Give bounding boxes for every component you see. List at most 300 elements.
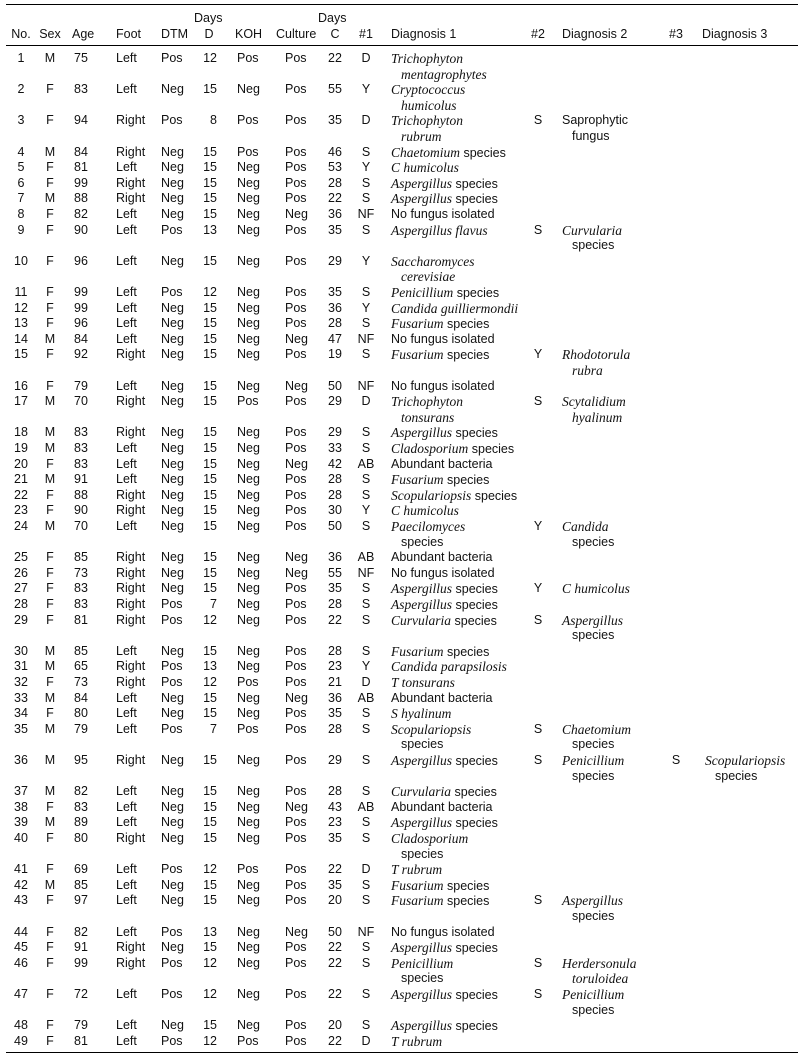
cell-cul: Neg bbox=[285, 690, 308, 705]
cell-no: 29 bbox=[14, 612, 28, 627]
cell-sex: F bbox=[46, 831, 54, 845]
cell-d1-line bbox=[391, 425, 498, 442]
diagnosis-text: species bbox=[572, 1002, 615, 1017]
cell-no: 30 bbox=[14, 643, 28, 658]
cell-no: 2 bbox=[17, 82, 25, 97]
cell-p2: S bbox=[533, 955, 543, 970]
cell-d3-line bbox=[705, 753, 785, 770]
cell-koh: Pos bbox=[237, 394, 259, 409]
taxon-name: Scytalidium bbox=[562, 394, 626, 410]
cell-p1: S bbox=[361, 643, 371, 658]
cell-koh: Pos bbox=[237, 675, 259, 689]
cell-p1: S bbox=[361, 441, 371, 455]
cell-sex: F bbox=[46, 175, 54, 190]
cell-foot: Left bbox=[116, 300, 137, 315]
cell-p2: S bbox=[533, 394, 543, 409]
cell-p1: S bbox=[361, 316, 371, 331]
taxon-name: Penicillium bbox=[562, 987, 625, 1002]
cell-koh: Pos bbox=[237, 862, 259, 877]
cell-dtm: Pos bbox=[161, 597, 183, 611]
cell-d: 8 bbox=[210, 113, 217, 128]
cell-cul: Pos bbox=[285, 394, 307, 409]
cell-koh: Neg bbox=[237, 550, 260, 565]
cell-koh: Pos bbox=[237, 721, 259, 736]
cell-p1: D bbox=[361, 675, 371, 689]
cell-d1-line bbox=[391, 160, 459, 177]
cell-p1: Y bbox=[361, 503, 371, 518]
cell-no: 20 bbox=[14, 456, 28, 471]
cell-koh: Neg bbox=[237, 331, 260, 346]
cell-koh: Neg bbox=[237, 690, 260, 705]
cell-cul: Pos bbox=[285, 784, 307, 799]
cell-d1-line bbox=[391, 410, 454, 427]
cell-sex: M bbox=[44, 877, 56, 892]
cell-d1-line bbox=[391, 956, 453, 973]
cell-cul: Neg bbox=[285, 456, 308, 471]
cell-no: 48 bbox=[14, 1018, 28, 1033]
cell-no: 46 bbox=[14, 955, 28, 970]
cell-d1-line bbox=[391, 98, 457, 115]
cell-dtm: Pos bbox=[161, 113, 183, 128]
taxon-name: Penicillium bbox=[562, 753, 625, 768]
diagnosis-text: species bbox=[451, 785, 497, 800]
cell-cul: Neg bbox=[285, 331, 308, 346]
cell-no: 42 bbox=[14, 877, 28, 892]
cell-d1-line bbox=[391, 457, 492, 473]
cell-dtm: Pos bbox=[161, 285, 183, 299]
cell-dtm: Neg bbox=[161, 331, 184, 346]
cell-d1-line bbox=[391, 847, 443, 863]
cell-d1-line bbox=[391, 566, 495, 582]
cell-d1-line bbox=[391, 581, 498, 598]
cell-d1-line bbox=[391, 254, 474, 271]
cell-d1-line bbox=[391, 535, 443, 551]
cell-c: 28 bbox=[328, 721, 342, 736]
cell-d1-line bbox=[391, 644, 489, 661]
cell-dtm: Pos bbox=[161, 955, 183, 970]
col-header-result-1: #1 bbox=[359, 27, 373, 41]
cell-foot: Left bbox=[116, 877, 137, 892]
cell-p1: D bbox=[361, 862, 371, 877]
cell-sex: M bbox=[44, 659, 56, 674]
cell-cul: Pos bbox=[285, 285, 307, 299]
cell-cul: Pos bbox=[285, 753, 307, 767]
diagnosis-text: fungus bbox=[572, 129, 610, 143]
cell-no: 1 bbox=[17, 51, 25, 65]
taxon-name: Fusarium bbox=[391, 472, 444, 488]
cell-d2-line bbox=[562, 971, 628, 988]
cell-foot: Left bbox=[116, 331, 137, 346]
taxon-name: Fusarium bbox=[391, 893, 444, 909]
cell-age: 90 bbox=[74, 222, 88, 237]
cell-d1-line bbox=[391, 893, 489, 910]
cell-dtm: Neg bbox=[161, 472, 184, 487]
cell-dtm: Neg bbox=[161, 581, 184, 596]
cell-d1-line bbox=[391, 129, 442, 146]
cell-d1-line bbox=[391, 176, 498, 193]
cell-foot: Left bbox=[116, 456, 137, 471]
col-header-days-culture: Days bbox=[318, 11, 347, 25]
cell-no: 47 bbox=[14, 987, 28, 1001]
cell-foot: Right bbox=[116, 487, 146, 502]
cell-no: 41 bbox=[14, 862, 28, 877]
cell-age: 85 bbox=[74, 550, 88, 565]
cell-c: 35 bbox=[328, 285, 342, 299]
col-header-diagnosis-3: Diagnosis 3 bbox=[702, 27, 768, 41]
cell-age: 88 bbox=[74, 487, 88, 502]
cell-d1-line bbox=[391, 925, 495, 941]
cell-age: 73 bbox=[74, 675, 88, 689]
cell-foot: Right bbox=[116, 612, 146, 627]
cell-koh: Pos bbox=[237, 1033, 259, 1048]
cell-age: 90 bbox=[74, 503, 88, 518]
cell-cul: Pos bbox=[285, 222, 307, 237]
cell-cul: Pos bbox=[285, 581, 307, 596]
cell-foot: Right bbox=[116, 394, 146, 409]
cell-dtm: Neg bbox=[161, 831, 184, 845]
cell-d1-line bbox=[391, 1018, 498, 1035]
cell-p2: Y bbox=[533, 519, 543, 533]
cell-dtm: Neg bbox=[161, 82, 184, 97]
cell-c: 35 bbox=[328, 581, 342, 596]
taxon-name: Herdersonula bbox=[562, 955, 637, 971]
cell-koh: Neg bbox=[237, 191, 260, 206]
cell-d: 13 bbox=[203, 659, 217, 674]
cell-d2-line bbox=[562, 893, 623, 910]
cell-koh: Neg bbox=[237, 503, 260, 518]
cell-c: 19 bbox=[328, 347, 342, 362]
cell-c: 36 bbox=[328, 550, 342, 565]
cell-d: 13 bbox=[203, 222, 217, 237]
cell-d: 15 bbox=[203, 347, 217, 362]
cell-c: 30 bbox=[328, 503, 342, 518]
cell-no: 19 bbox=[14, 441, 28, 455]
cell-koh: Neg bbox=[237, 347, 260, 362]
cell-c: 22 bbox=[328, 612, 342, 627]
cell-d: 15 bbox=[203, 394, 217, 409]
cell-sex: M bbox=[44, 784, 56, 799]
cell-age: 80 bbox=[74, 706, 88, 721]
cell-dtm: Neg bbox=[161, 456, 184, 471]
cell-dtm: Neg bbox=[161, 300, 184, 315]
cell-foot: Right bbox=[116, 581, 146, 596]
cell-age: 84 bbox=[74, 690, 88, 705]
cell-age: 73 bbox=[74, 565, 88, 580]
cell-no: 36 bbox=[14, 753, 28, 767]
cell-sex: F bbox=[46, 924, 54, 939]
cell-cul: Neg bbox=[285, 565, 308, 580]
cell-cul: Pos bbox=[285, 877, 307, 892]
cell-age: 83 bbox=[74, 425, 88, 440]
cell-koh: Neg bbox=[237, 940, 260, 955]
cell-c: 28 bbox=[328, 175, 342, 190]
cell-p2: S bbox=[533, 612, 543, 627]
cell-no: 23 bbox=[14, 503, 28, 518]
cell-p2: S bbox=[533, 222, 543, 237]
cell-foot: Left bbox=[116, 690, 137, 705]
cell-dtm: Pos bbox=[161, 1033, 183, 1048]
diagnosis-text: species bbox=[452, 816, 498, 831]
cell-sex: M bbox=[44, 144, 56, 159]
cell-d: 12 bbox=[203, 51, 217, 65]
diagnosis-text: species bbox=[453, 286, 500, 300]
cell-c: 29 bbox=[328, 394, 342, 409]
cell-d1-line bbox=[391, 394, 463, 411]
cell-c: 22 bbox=[328, 191, 342, 206]
cell-sex: F bbox=[46, 487, 54, 502]
taxon-name: Aspergillus bbox=[562, 893, 624, 909]
diagnosis-text: species bbox=[452, 598, 498, 612]
taxon-name: Scopulariopsis bbox=[705, 753, 786, 768]
diagnosis-text: species bbox=[471, 488, 518, 503]
diagnosis-text: No fungus isolated bbox=[391, 207, 495, 221]
cell-age: 92 bbox=[74, 347, 88, 362]
diagnosis-text: Abundant bacteria bbox=[391, 799, 493, 814]
cell-d1-line bbox=[391, 347, 489, 364]
cell-c: 21 bbox=[328, 675, 342, 689]
cell-cul: Pos bbox=[285, 1018, 307, 1033]
cell-p1: NF bbox=[357, 565, 375, 580]
cell-c: 50 bbox=[328, 924, 342, 939]
cell-sex: F bbox=[46, 550, 54, 565]
taxon-name: Fusarium bbox=[391, 347, 444, 363]
cell-d1-line bbox=[391, 379, 495, 395]
cell-p2: S bbox=[533, 893, 543, 908]
cell-sex: M bbox=[44, 425, 56, 440]
cell-age: 82 bbox=[74, 207, 88, 221]
cell-p1: S bbox=[361, 191, 371, 206]
cell-d2-line bbox=[562, 113, 628, 129]
cell-d: 15 bbox=[203, 706, 217, 721]
cell-d2-line bbox=[562, 613, 623, 630]
cell-d1-line bbox=[391, 550, 492, 566]
cell-d1-line bbox=[391, 301, 518, 318]
cell-d3-line bbox=[705, 769, 757, 785]
diagnosis-text: species bbox=[452, 582, 498, 597]
cell-d1-line bbox=[391, 675, 455, 692]
diagnosis-text: species bbox=[401, 534, 444, 549]
taxon-name: Aspergillus bbox=[391, 597, 453, 612]
cell-d: 12 bbox=[203, 285, 217, 299]
cell-foot: Left bbox=[116, 222, 137, 237]
cell-foot: Right bbox=[116, 347, 146, 362]
col-header-koh: KOH bbox=[235, 27, 263, 41]
cell-foot: Right bbox=[116, 675, 146, 689]
diagnosis-text: species bbox=[572, 909, 615, 923]
taxon-name: Curvularia bbox=[391, 784, 452, 800]
cell-sex: F bbox=[46, 955, 54, 970]
taxon-name: tonsurans bbox=[401, 409, 455, 425]
cell-age: 99 bbox=[74, 955, 88, 970]
cell-cul: Pos bbox=[285, 893, 307, 908]
cell-p1: AB bbox=[357, 690, 375, 705]
cell-d1-line bbox=[391, 316, 489, 333]
taxon-name: C humicolus bbox=[562, 581, 630, 597]
cell-d1-line bbox=[391, 987, 498, 1004]
taxon-name: toruloidea bbox=[572, 971, 629, 987]
cell-koh: Neg bbox=[237, 316, 260, 331]
cell-d: 15 bbox=[203, 378, 217, 393]
cell-foot: Left bbox=[116, 721, 137, 736]
cell-c: 29 bbox=[328, 425, 342, 440]
col-header-foot: Foot bbox=[116, 27, 142, 41]
cell-foot: Left bbox=[116, 862, 137, 877]
cell-age: 99 bbox=[74, 175, 88, 190]
cell-d1-line bbox=[391, 691, 492, 707]
cell-foot: Right bbox=[116, 753, 146, 767]
cell-cul: Pos bbox=[285, 659, 307, 674]
cell-c: 22 bbox=[328, 955, 342, 970]
diagnosis-text: species bbox=[443, 644, 490, 659]
cell-d: 15 bbox=[203, 425, 217, 440]
cell-koh: Neg bbox=[237, 472, 260, 487]
cell-no: 5 bbox=[17, 160, 25, 175]
cell-p1: AB bbox=[357, 456, 375, 471]
diagnosis-text: species bbox=[401, 971, 444, 986]
cell-age: 65 bbox=[74, 659, 88, 674]
cell-cul: Neg bbox=[285, 207, 308, 221]
cell-p1: S bbox=[361, 222, 371, 237]
cell-foot: Left bbox=[116, 253, 137, 268]
cell-no: 44 bbox=[14, 924, 28, 939]
cell-sex: F bbox=[46, 316, 54, 331]
cell-d: 15 bbox=[203, 300, 217, 315]
cell-dtm: Pos bbox=[161, 51, 183, 65]
cell-no: 16 bbox=[14, 378, 28, 393]
cell-p1: AB bbox=[357, 550, 375, 565]
cell-foot: Left bbox=[116, 893, 137, 908]
cell-p1: S bbox=[361, 472, 371, 487]
cell-age: 83 bbox=[74, 82, 88, 97]
cell-d: 15 bbox=[203, 331, 217, 346]
cell-p1: S bbox=[361, 955, 371, 970]
col-header-result-3: #3 bbox=[669, 27, 683, 41]
cell-sex: F bbox=[46, 612, 54, 627]
cell-foot: Left bbox=[116, 472, 137, 487]
cell-p2: S bbox=[533, 753, 543, 767]
cell-c: 42 bbox=[328, 456, 342, 471]
cell-sex: F bbox=[46, 565, 54, 580]
cell-c: 36 bbox=[328, 690, 342, 705]
taxon-name: Chaetomium bbox=[391, 144, 460, 160]
diagnosis-text: species bbox=[572, 534, 615, 549]
cell-no: 33 bbox=[14, 690, 28, 705]
taxon-name: Aspergillus bbox=[391, 940, 453, 956]
cell-age: 82 bbox=[74, 784, 88, 799]
taxon-name: T rubrum bbox=[391, 1033, 443, 1049]
cell-d1-line bbox=[391, 472, 489, 489]
cell-d: 12 bbox=[203, 955, 217, 970]
cell-koh: Neg bbox=[237, 784, 260, 799]
cell-dtm: Neg bbox=[161, 487, 184, 502]
taxon-name: Chaetomium bbox=[562, 721, 631, 737]
cell-c: 47 bbox=[328, 331, 342, 346]
cell-d1-line bbox=[391, 223, 488, 240]
cell-d: 15 bbox=[203, 503, 217, 518]
diagnosis-text: species bbox=[468, 442, 515, 456]
cell-c: 28 bbox=[328, 784, 342, 799]
cell-p3: S bbox=[671, 753, 681, 767]
cell-cul: Pos bbox=[285, 940, 307, 955]
cell-d2-line bbox=[562, 737, 614, 753]
cell-no: 38 bbox=[14, 799, 28, 814]
cell-koh: Neg bbox=[237, 425, 260, 440]
cell-foot: Left bbox=[116, 643, 137, 658]
cell-c: 23 bbox=[328, 815, 342, 830]
cell-dtm: Neg bbox=[161, 519, 184, 533]
cell-dtm: Pos bbox=[161, 659, 183, 674]
cell-d1-line bbox=[391, 737, 443, 753]
cell-sex: F bbox=[46, 456, 54, 471]
cell-dtm: Pos bbox=[161, 612, 183, 627]
cell-koh: Pos bbox=[237, 51, 259, 65]
cell-no: 39 bbox=[14, 815, 28, 830]
cell-cul: Pos bbox=[285, 862, 307, 877]
diagnosis-text: Saprophytic bbox=[562, 113, 629, 128]
cell-dtm: Neg bbox=[161, 394, 184, 409]
cell-d2-line bbox=[562, 722, 631, 739]
cell-d1-line bbox=[391, 67, 487, 84]
cell-no: 24 bbox=[14, 519, 28, 533]
cell-d: 15 bbox=[203, 519, 217, 533]
cell-p1: S bbox=[361, 940, 371, 955]
cell-p1: S bbox=[361, 784, 371, 799]
cell-d1-line bbox=[391, 597, 498, 614]
cell-dtm: Pos bbox=[161, 924, 183, 939]
cell-d1-line bbox=[391, 659, 507, 676]
cell-d2-line bbox=[562, 987, 624, 1004]
cell-p2: Y bbox=[533, 347, 543, 362]
cell-d2-line bbox=[562, 363, 603, 380]
cell-koh: Neg bbox=[237, 1018, 260, 1033]
cell-d: 15 bbox=[203, 831, 217, 845]
cell-age: 81 bbox=[74, 612, 88, 627]
col-header-age: Age bbox=[72, 27, 95, 41]
cell-p1: D bbox=[361, 1033, 371, 1048]
cell-no: 15 bbox=[14, 347, 28, 362]
cell-dtm: Neg bbox=[161, 253, 184, 268]
cell-d2-line bbox=[562, 223, 622, 240]
cell-dtm: Neg bbox=[161, 893, 184, 908]
diagnosis-text: species bbox=[443, 348, 490, 363]
cell-d: 12 bbox=[203, 862, 217, 877]
cell-foot: Left bbox=[116, 519, 137, 533]
cell-foot: Left bbox=[116, 924, 137, 939]
cell-cul: Pos bbox=[285, 503, 307, 518]
taxon-name: S hyalinum bbox=[391, 706, 452, 722]
cell-no: 4 bbox=[17, 144, 25, 159]
cell-sex: M bbox=[44, 519, 56, 533]
cell-cul: Pos bbox=[285, 175, 307, 190]
cell-dtm: Neg bbox=[161, 706, 184, 721]
cell-foot: Right bbox=[116, 425, 146, 440]
cell-age: 79 bbox=[74, 721, 88, 736]
cell-p1: NF bbox=[357, 207, 375, 221]
cell-age: 96 bbox=[74, 253, 88, 268]
cell-d1-line bbox=[391, 831, 468, 848]
cell-koh: Neg bbox=[237, 253, 260, 268]
cell-age: 81 bbox=[74, 1033, 88, 1048]
cell-d: 15 bbox=[203, 456, 217, 471]
taxon-name: Aspergillus bbox=[391, 175, 453, 191]
cell-dtm: Neg bbox=[161, 441, 184, 455]
cell-c: 55 bbox=[328, 565, 342, 580]
cell-age: 95 bbox=[74, 753, 88, 767]
cell-sex: F bbox=[46, 347, 54, 362]
cell-p1: S bbox=[361, 519, 371, 533]
cell-c: 35 bbox=[328, 706, 342, 721]
taxon-name: Aspergillus bbox=[391, 1018, 453, 1034]
